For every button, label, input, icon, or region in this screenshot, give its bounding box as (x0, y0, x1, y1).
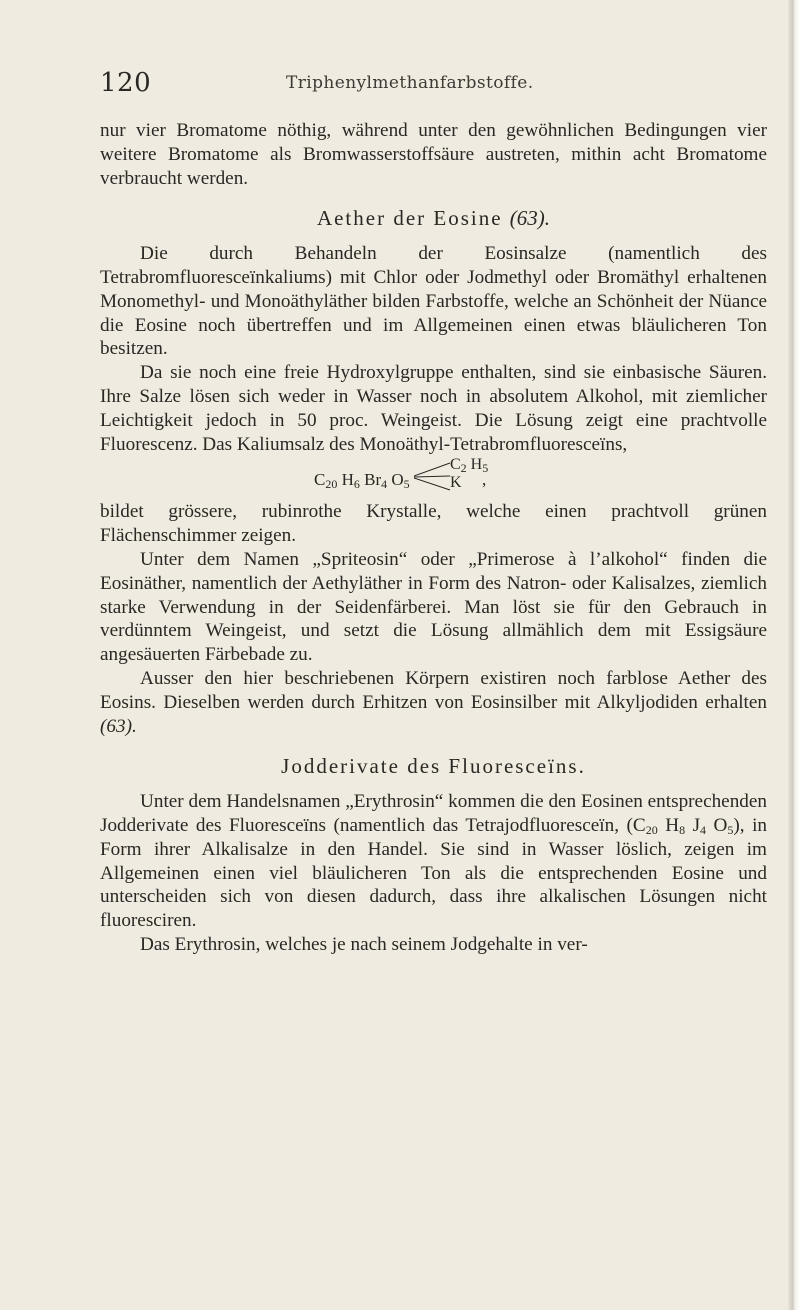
paragraph-continuation: bildet grössere, rubinrothe Krystalle, welche einen prachtvoll grünen Flächenschimmer zeigen. (100, 501, 767, 547)
page-number: 120 (100, 68, 152, 98)
paragraph: Das Erythrosin, welches je nach seinem Jodgehalte in ver- (140, 933, 588, 955)
body-text (100, 119, 767, 957)
formula-lower: K (450, 474, 462, 492)
section-heading-aether (100, 207, 767, 231)
paragraph-text: Ausser den hier beschriebenen Körpern existiren noch farblose Aether des Eosins. Dieselben werden durch Erhitzen von Eosinsilber mit Alkyljodiden erhalten (100, 667, 767, 713)
formula-comma: , (482, 470, 487, 490)
section-heading-ref: (63). (509, 206, 551, 231)
section-heading-title: Aether der Eosine (316, 206, 503, 231)
section-heading-jodderivate: Jodderivate des Fluoresceïns. (281, 754, 586, 779)
paragraph (100, 667, 767, 738)
paragraph-continuation: nur vier Bromatome nöthig, während unter den gewöhnlichen Bedingungen vier weitere Bromatome als Bromwasserstoffsäure austreten, mithin acht Bromatome verbraucht werden. (100, 120, 767, 189)
formula-branch-lines (414, 460, 452, 494)
chemical-formula (100, 456, 767, 500)
formula-main: $C_{20}$ $H_6$ $Br_4$ $O_5$ (314, 470, 410, 492)
paragraph (100, 790, 767, 933)
formula-upper: $C_2$ $H_5$ (450, 456, 489, 476)
page-header (100, 68, 760, 98)
paragraph: Da sie noch eine freie Hydroxylgruppe enthalten, sind sie einbasische Säuren. Ihre Salze lösen sich weder in Wasser noch in absolutem Alkohol, mit ziemlicher Leichtigkeit jedoch in 50 proc. Weingeist. Die Lösung zeigt eine prachtvolle Fluorescenz. Das Kaliumsalz des Monoäthyl-Tetrabromfluoresceïns, (100, 362, 767, 455)
paragraph: Die durch Behandeln der Eosinsalze (namentlich des Tetrabromfluoresceïnkaliums) mit Chlor oder Jodmethyl oder Bromäthyl erhaltenen Monomethyl- und Monoäthyläther bilden Farbstoffe, welche an Schönheit der Nüance die Eosine noch übertreffen und im Allgemeinen einen etwas bläulicheren Ton besitzen. (100, 243, 767, 360)
page-edge-shadow (788, 0, 800, 1310)
paragraph: Unter dem Namen „Spriteosin“ oder „Primerose à l’alkohol“ finden die Eosinäther, namentlich der Aethyläther in Form des Natron- oder Kalisalzes, ziemlich starke Verwendung in der Seidenfärberei. Man löst sie für den Gebrauch in verdünntem Weingeist, und setzt die Lösung allmählich dem mit Essigsäure angesäuerten Färbebade zu. (100, 548, 767, 666)
inline-formula: ($C_{20}$ $H_8$ $J_4$ $O_5$), (626, 814, 745, 837)
paragraph-text: in Form ihrer Alkalisalze in den Handel. Sie sind in Wasser löslich, zeigen im Allgemeinen einen viel bläulicheren Ton als die entsprechenden Eosine und unterscheiden sich von diesen dadurch, dass ihre alkalischen Lösungen nicht fluoresciren. (100, 814, 768, 932)
reference-number: (63). (100, 715, 137, 737)
paragraph-text: Unter dem Handelsnamen „Erythrosin“ kommen die den Eosinen entsprechenden Jodderivate des Fluoresceïns (namentlich das Tetrajodfluoresceïn, (100, 791, 767, 836)
running-title: Triphenylmethanfarbstoffe. (286, 73, 534, 93)
